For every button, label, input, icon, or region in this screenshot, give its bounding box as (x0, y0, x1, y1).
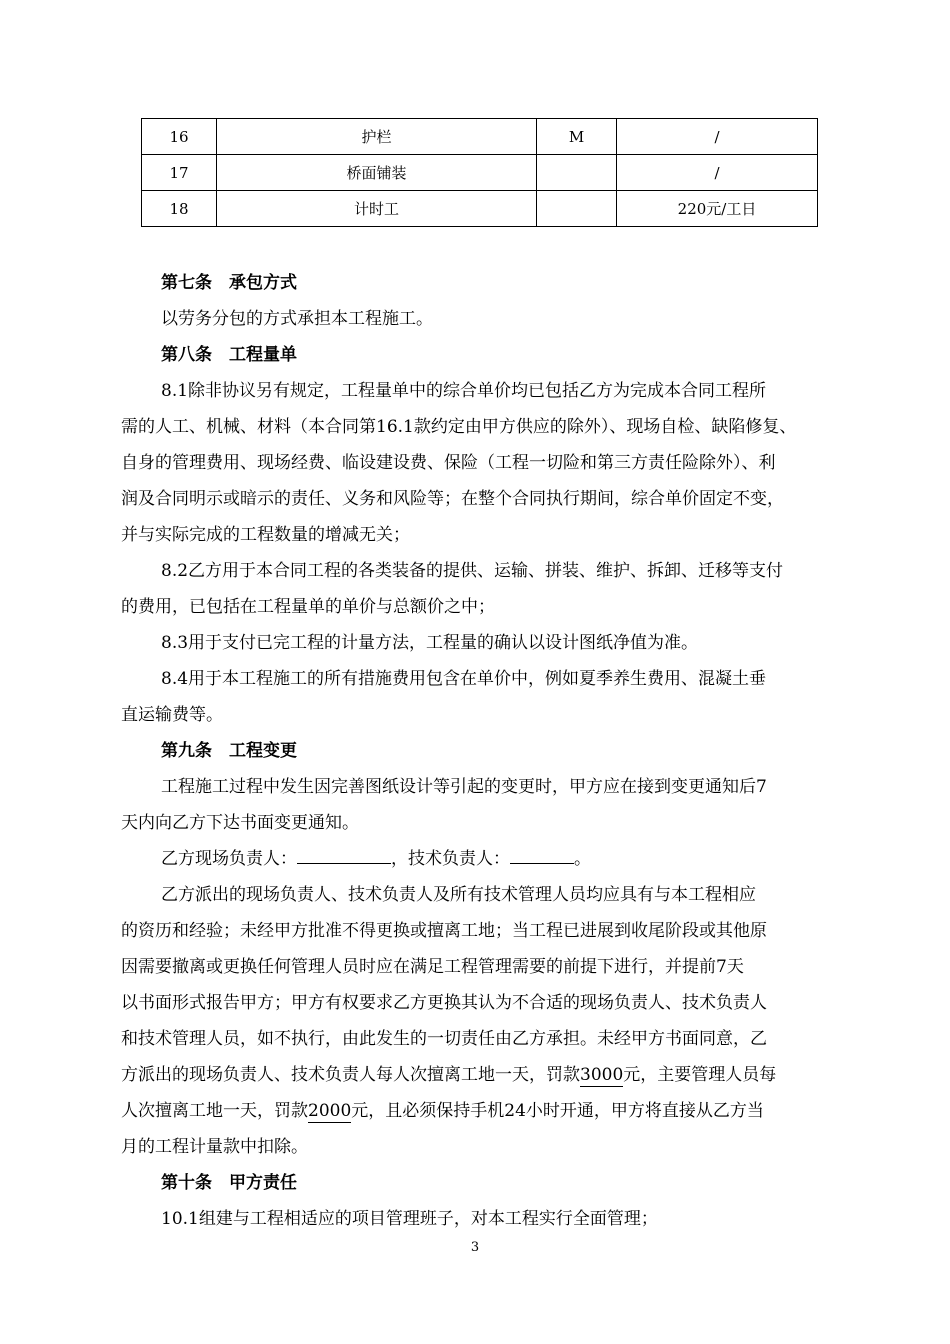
article-7-text: 以劳务分包的方式承担本工程施工。 (161, 309, 433, 329)
article-9-para-line: 和技术管理人员，如不执行，由此发生的一切责任由乙方承担。未经甲方书面同意，乙 (121, 1029, 767, 1049)
article-10-heading: 第十条 甲方责任 (161, 1173, 297, 1193)
fine-text: 方派出的现场负责人、技术负责人每人次擅离工地一天，罚款 (121, 1065, 580, 1085)
item-price: / (617, 155, 818, 191)
line-end: 。 (574, 849, 591, 869)
article-8-1-line: 8.1除非协议另有规定，工程量单中的综合单价均已包括乙方为完成本合同工程所 (161, 381, 767, 401)
article-8-4-line: 8.4用于本工程施工的所有措施费用包含在单价中，例如夏季养生费用、混凝土垂 (161, 669, 767, 689)
article-8-4-line: 直运输费等。 (121, 705, 223, 725)
article-9-para-line: 工程施工过程中发生因完善图纸设计等引起的变更时，甲方应在接到变更通知后7 (161, 777, 767, 797)
article-9-para-line: 因需要撤离或更换任何管理人员时应在满足工程管理需要的前提下进行，并提前7天 (121, 957, 744, 977)
item-unit (537, 155, 617, 191)
row-number: 18 (142, 191, 217, 227)
fine-text: 元，主要管理人员每 (623, 1065, 777, 1085)
table-row (142, 191, 818, 227)
site-manager-label: 乙方现场负责人： (161, 849, 297, 869)
article-8-3-line: 8.3用于支付已完工程的计量方法，工程量的确认以设计图纸净值为准。 (161, 633, 699, 653)
article-9-heading: 第九条 工程变更 (161, 741, 297, 761)
responsible-persons-line (161, 841, 881, 877)
article-9-para-line: 以书面形式报告甲方；甲方有权要求乙方更换其认为不合适的现场负责人、技术负责人 (121, 993, 767, 1013)
item-unit (537, 191, 617, 227)
article-8-1-line: 润及合同明示或暗示的责任、义务和风险等；在整个合同执行期间，综合单价固定不变， (121, 489, 784, 509)
article-9-para-line: 乙方派出的现场负责人、技术负责人及所有技术管理人员均应具有与本工程相应 (161, 885, 756, 905)
fine-amount-2: 2000 (308, 1101, 352, 1121)
tech-manager-blank (510, 863, 574, 864)
item-name: 桥面铺装 (217, 155, 537, 191)
article-9-para-line: 月的工程计量款中扣除。 (121, 1137, 308, 1157)
table-row (142, 119, 818, 155)
site-manager-blank (297, 863, 391, 864)
article-8-1-line: 需的人工、机械、材料（本合同第16.1款约定由甲方供应的除外）、现场自检、缺陷修复、 (121, 417, 797, 437)
quantity-table (141, 118, 818, 227)
row-number: 16 (142, 119, 217, 155)
article-8-2-line: 8.2乙方用于本合同工程的各类装备的提供、运输、拼装、维护、拆卸、迁移等支付 (161, 561, 784, 581)
item-name: 计时工 (217, 191, 537, 227)
article-9-fine-line (121, 1093, 841, 1129)
fine-amount-1: 3000 (580, 1065, 624, 1085)
table-row (142, 155, 818, 191)
fine-text: 人次擅离工地一天，罚款 (121, 1101, 308, 1121)
item-name: 护栏 (217, 119, 537, 155)
tech-manager-label: ，技术负责人： (391, 849, 510, 869)
article-9-para-line: 天内向乙方下达书面变更通知。 (121, 813, 359, 833)
article-8-1-line: 自身的管理费用、现场经费、临设建设费、保险（工程一切险和第三方责任险除外）、利 (121, 453, 776, 473)
article-10-1-line: 10.1组建与工程相适应的项目管理班子，对本工程实行全面管理； (161, 1209, 658, 1229)
article-9-para-line: 的资历和经验；未经甲方批准不得更换或擅离工地；当工程已进展到收尾阶段或其他原 (121, 921, 767, 941)
page-number: 3 (470, 1240, 480, 1255)
article-9-fine-line (121, 1057, 841, 1093)
item-price: / (617, 119, 818, 155)
article-8-1-line: 并与实际完成的工程数量的增减无关； (121, 525, 410, 545)
fine-text: 元，且必须保持手机24小时开通，甲方将直接从乙方当 (351, 1101, 764, 1121)
article-8-heading: 第八条 工程量单 (161, 345, 297, 365)
row-number: 17 (142, 155, 217, 191)
item-unit: M (537, 119, 617, 155)
article-7-heading: 第七条 承包方式 (161, 273, 297, 293)
item-price: 220元/工日 (617, 191, 818, 227)
article-8-2-line: 的费用，已包括在工程量单的单价与总额价之中； (121, 597, 495, 617)
